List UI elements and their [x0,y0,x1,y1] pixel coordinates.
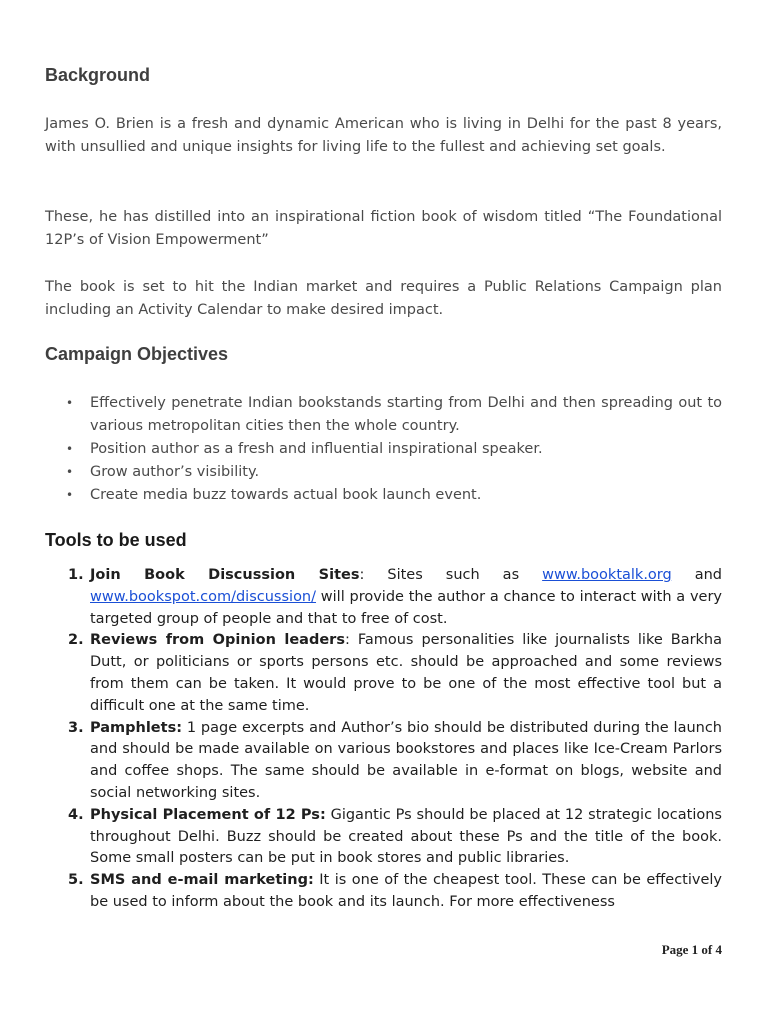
tool-term: Physical Placement of 12 Ps: [90,806,326,823]
section-heading-objectives: Campaign Objectives [45,344,229,364]
tool-text: and [671,567,723,583]
tools-list [45,565,722,914]
tool-text: It is one of the cheapest tool. These can be effectively be used to inform about the book and its launch. For more effectiveness [90,872,722,910]
tool-text: Gigantic Ps should be placed at 12 strategic locations throughout Delhi. Buzz should be created about these Ps and the title of the book. Some small posters can be put in book stores and public libraries. [90,806,722,867]
tool-term: Pamphlets: [90,719,182,736]
list-item [66,461,722,484]
objective-text: Effectively penetrate Indian bookstands starting from Delhi and then spreading out to various metropolitan cities then the whole country. [90,395,722,434]
objective-text: Position author as a fresh and influential inspirational speaker. [90,441,543,457]
section-heading-background: Background [45,65,151,85]
paragraph-book-title: These, he has distilled into an inspirational fiction book of wisdom titled “The Foundational 12P’s of Vision Empowerment” [45,209,722,248]
bullet-icon: • [66,488,74,502]
objective-text: Grow author’s visibility. [90,464,260,480]
bullet-icon: • [66,396,74,410]
list-item [68,805,722,870]
objectives-list [45,392,722,507]
section-heading-tools: Tools to be used [45,530,187,550]
list-item [68,718,722,805]
list-item [68,565,723,630]
tool-text: 1 page excerpts and Author’s bio should be distributed during the launch and should be made available on various bookstores and places like Ice-Cream Parlors and coffee shops. The same should be available in e-format on blogs, website and social networking sites. [90,719,722,801]
tool-term: Reviews from Opinion leaders [90,632,345,649]
bullet-icon: • [66,465,74,479]
list-item [66,438,722,461]
tool-term: Join Book Discussion Sites [90,567,360,583]
list-number: 3. [68,719,84,736]
paragraph-author-intro: James O. Brien is a fresh and dynamic American who is living in Delhi for the past 8 years, with unsullied and unique insights for living life to the fullest and achieving set goals. [45,116,722,155]
list-item [66,484,722,507]
tool-text: will provide the author a chance to interact with a very targeted group of people and that to free of cost. [90,588,722,627]
tool-text: : Sites such as [359,567,543,583]
list-item [66,392,722,438]
list-item [68,630,723,717]
bullet-icon: • [66,442,74,456]
tool-text: : Famous personalities like journalists like Barkha Dutt, or politicians or sports persons etc. should be approached and some reviews from them can be taken. It would prove to be one of the most effective tool but a difficult one at the same time. [90,632,723,714]
list-number: 2. [68,632,84,649]
bookspot-link[interactable]: www.bookspot.com/discussion/ [90,588,317,605]
page-number: Page 1 of 4 [661,942,722,957]
list-number: 4. [68,806,84,823]
booktalk-link[interactable]: www.booktalk.org [542,567,672,583]
tool-term: SMS and e-mail marketing: [90,872,314,889]
objective-text: Create media buzz towards actual book launch event. [90,487,482,503]
list-number: 1. [68,567,84,583]
list-item [68,870,722,914]
list-number: 5. [68,872,84,889]
paragraph-campaign-need: The book is set to hit the Indian market and requires a Public Relations Campaign plan including an Activity Calendar to make desired impact. [45,279,722,318]
